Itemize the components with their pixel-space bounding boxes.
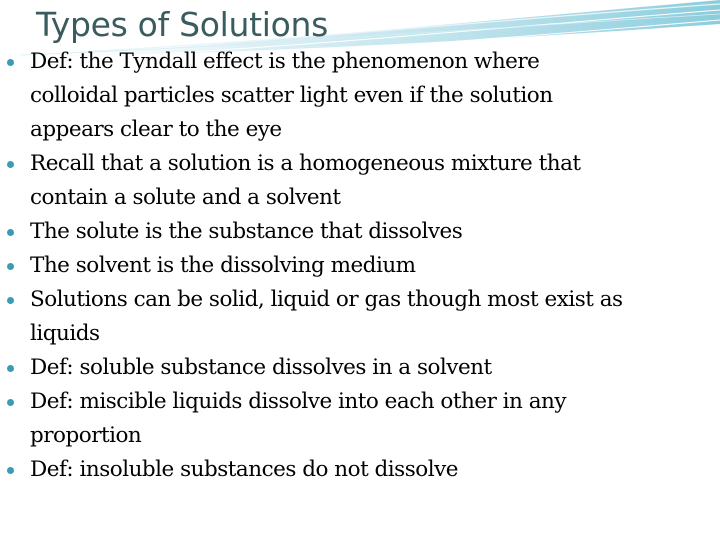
bullet-text-line: colloidal particles scatter light even if the solution [30, 83, 553, 108]
bullet-text-line: contain a solute and a solvent [30, 185, 341, 210]
bullet-text-line: Def: insoluble substances do not dissolve [30, 457, 458, 482]
bullet-solution-definition [0, 147, 720, 215]
bullet-dot-icon [7, 161, 14, 168]
bullet-text-line: The solvent is the dissolving medium [30, 253, 416, 278]
bullet-insoluble [0, 453, 720, 487]
bullet-dot-icon [7, 399, 14, 406]
bullet-solute [0, 215, 720, 249]
bullet-text-line: liquids [30, 321, 100, 346]
bullet-tyndall-effect [0, 45, 720, 147]
bullet-soluble [0, 351, 720, 385]
bullet-text-line: Def: soluble substance dissolves in a solvent [30, 355, 492, 380]
bullet-text-line: Def: the Tyndall effect is the phenomenon where [30, 49, 540, 74]
bullet-miscible [0, 385, 720, 453]
bullet-text-line: Solutions can be solid, liquid or gas though most exist as [30, 287, 623, 312]
bullet-dot-icon [7, 297, 14, 304]
bullet-text-line: The solute is the substance that dissolves [30, 219, 463, 244]
bullet-list [0, 45, 720, 487]
bullet-dot-icon [7, 59, 14, 66]
bullet-text-line: proportion [30, 423, 142, 448]
bullet-dot-icon [7, 263, 14, 270]
bullet-dot-icon [7, 467, 14, 474]
slide-title: Types of Solutions [36, 5, 329, 44]
bullet-solution-states [0, 283, 720, 351]
bullet-text-line: Def: miscible liquids dissolve into each other in any [30, 389, 567, 414]
bullet-dot-icon [7, 365, 14, 372]
bullet-dot-icon [7, 229, 14, 236]
bullet-text-line: Recall that a solution is a homogeneous mixture that [30, 151, 581, 176]
bullet-solvent [0, 249, 720, 283]
bullet-text-line: appears clear to the eye [30, 117, 282, 142]
